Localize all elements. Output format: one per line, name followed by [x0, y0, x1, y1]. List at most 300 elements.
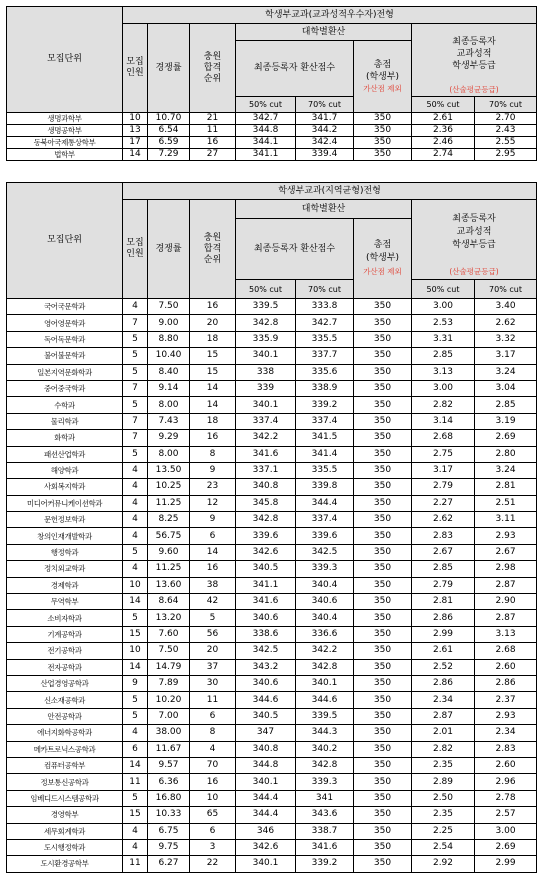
cell-cut50: 339.6: [236, 528, 296, 544]
cell-quota: 4: [123, 528, 148, 544]
table-row: [7, 125, 537, 137]
cell-total: 350: [354, 561, 412, 577]
header-final-conversion: 최종등록자 환산점수: [236, 219, 354, 280]
cell-total: 350: [354, 708, 412, 724]
cell-grade50: 2.54: [412, 839, 475, 855]
cell-cut50: 347: [236, 725, 296, 741]
cell-quota: 5: [123, 708, 148, 724]
cell-grade50: 2.92: [412, 856, 475, 872]
cell-cut70: 341.7: [296, 113, 354, 125]
cell-unit: 세무회계학과: [7, 823, 123, 839]
cell-competition: 16.80: [148, 790, 190, 806]
cell-quota: 5: [123, 331, 148, 347]
cell-grade50: 2.86: [412, 610, 475, 626]
table-row: [7, 708, 537, 724]
cell-total: 350: [354, 380, 412, 396]
header-quota: 모집 인원: [123, 24, 148, 113]
cell-rank: 23: [190, 479, 236, 495]
cell-unit: 불어불문학과: [7, 348, 123, 364]
cell-cut50: 342.5: [236, 643, 296, 659]
cell-competition: 7.43: [148, 413, 190, 429]
cell-grade50: 3.13: [412, 364, 475, 380]
cell-rank: 14: [190, 397, 236, 413]
header-grade: [412, 24, 537, 97]
cell-cut50: 340.6: [236, 610, 296, 626]
cell-cut50: 342.2: [236, 430, 296, 446]
cell-rank: 16: [190, 299, 236, 315]
table-row: [7, 610, 537, 626]
cell-unit: 생명과학부: [7, 113, 123, 125]
cell-cut50: 344.4: [236, 807, 296, 823]
cell-competition: 9.00: [148, 315, 190, 331]
cell-quota: 17: [123, 137, 148, 149]
header-unit: 모집단위: [7, 183, 123, 299]
cell-cut50: 340.8: [236, 741, 296, 757]
cell-competition: 56.75: [148, 528, 190, 544]
cell-total: 350: [354, 659, 412, 675]
cell-grade50: 2.53: [412, 315, 475, 331]
cell-rank: 20: [190, 643, 236, 659]
cell-quota: 4: [123, 479, 148, 495]
header-grade-title: 최종등록자 교과성적 학생부등급: [452, 214, 496, 250]
cell-quota: 15: [123, 626, 148, 642]
cell-competition: 14.79: [148, 659, 190, 675]
cell-grade70: 2.78: [475, 790, 537, 806]
cell-grade70: 2.43: [475, 125, 537, 137]
header-univ-conversion: 대학별환산: [236, 24, 412, 41]
cell-quota: 5: [123, 610, 148, 626]
cell-grade70: 2.51: [475, 495, 537, 511]
cell-cut50: 341.1: [236, 577, 296, 593]
header-grade-note: (산술평균등급): [449, 267, 499, 276]
table-row: [7, 774, 537, 790]
cell-competition: 10.40: [148, 348, 190, 364]
cell-cut70: 342.7: [296, 315, 354, 331]
cell-cut50: 344.8: [236, 125, 296, 137]
cell-rank: 14: [190, 380, 236, 396]
header-bonus-excluded: 가산점 제외: [363, 266, 402, 276]
cell-total: 350: [354, 790, 412, 806]
cell-unit: 생명공학부: [7, 125, 123, 137]
cell-grade50: 3.31: [412, 331, 475, 347]
cell-total: 350: [354, 462, 412, 478]
cell-rank: 5: [190, 610, 236, 626]
table-row: [7, 397, 537, 413]
cell-quota: 4: [123, 512, 148, 528]
cell-grade50: 2.83: [412, 528, 475, 544]
cell-grade70: 2.34: [475, 725, 537, 741]
cell-cut50: 340.1: [236, 397, 296, 413]
table-row: [7, 446, 537, 462]
cell-grade50: 2.25: [412, 823, 475, 839]
cell-rank: 12: [190, 495, 236, 511]
table-row: [7, 299, 537, 315]
table-row: [7, 807, 537, 823]
cell-cut50: 342.6: [236, 544, 296, 560]
cell-total: 350: [354, 594, 412, 610]
cell-cut70: 337.4: [296, 512, 354, 528]
cell-grade70: 2.86: [475, 675, 537, 691]
cell-grade70: 3.04: [475, 380, 537, 396]
cell-competition: 8.25: [148, 512, 190, 528]
cell-cut50: 344.6: [236, 692, 296, 708]
cell-rank: 6: [190, 708, 236, 724]
cell-grade70: 2.67: [475, 544, 537, 560]
cell-cut50: 340.1: [236, 348, 296, 364]
cell-grade70: 2.83: [475, 741, 537, 757]
cell-competition: 7.50: [148, 643, 190, 659]
cell-grade70: 2.60: [475, 757, 537, 773]
cell-competition: 11.25: [148, 561, 190, 577]
cell-rank: 9: [190, 462, 236, 478]
cell-grade50: 2.34: [412, 692, 475, 708]
cell-unit: 미디어커뮤니케이션학과: [7, 495, 123, 511]
cell-cut50: 341.6: [236, 594, 296, 610]
cell-grade70: 2.93: [475, 528, 537, 544]
cell-cut70: 339.3: [296, 774, 354, 790]
cell-grade50: 2.35: [412, 807, 475, 823]
cell-cut50: 346: [236, 823, 296, 839]
cell-total: 350: [354, 774, 412, 790]
table-row: [7, 462, 537, 478]
cell-quota: 10: [123, 643, 148, 659]
header-total: 총점 (학생부): [365, 59, 400, 82]
header-rank: 충원 합격 순위: [190, 24, 236, 113]
cell-grade50: 2.79: [412, 577, 475, 593]
cell-unit: 창의인재개발학과: [7, 528, 123, 544]
table-row: [7, 725, 537, 741]
cell-cut70: 339.5: [296, 708, 354, 724]
table1-body: [7, 113, 537, 161]
cell-cut50: 339.5: [236, 299, 296, 315]
table-row: [7, 659, 537, 675]
cell-competition: 7.50: [148, 299, 190, 315]
cell-rank: 9: [190, 512, 236, 528]
cell-unit: 임베디드시스템공학과: [7, 790, 123, 806]
table-title: 학생부교과(지역균형)전형: [123, 183, 537, 200]
cell-total: 350: [354, 495, 412, 511]
table-row: [7, 626, 537, 642]
cell-quota: 4: [123, 839, 148, 855]
cell-quota: 14: [123, 149, 148, 161]
cell-quota: 9: [123, 675, 148, 691]
cell-cut50: 341.6: [236, 446, 296, 462]
cell-quota: 4: [123, 823, 148, 839]
cell-cut70: 340.2: [296, 741, 354, 757]
cell-total: 350: [354, 856, 412, 872]
cell-rank: 15: [190, 364, 236, 380]
header-cut70: 70% cut: [296, 97, 354, 113]
cell-cut70: 340.1: [296, 675, 354, 691]
cell-cut70: 342.8: [296, 659, 354, 675]
cell-rank: 21: [190, 113, 236, 125]
cell-rank: 27: [190, 149, 236, 161]
cell-cut70: 337.7: [296, 348, 354, 364]
cell-rank: 16: [190, 137, 236, 149]
cell-rank: 14: [190, 544, 236, 560]
cell-competition: 9.60: [148, 544, 190, 560]
cell-grade70: 3.17: [475, 348, 537, 364]
cell-total: 350: [354, 577, 412, 593]
cell-grade70: 3.24: [475, 462, 537, 478]
cell-rank: 22: [190, 856, 236, 872]
cell-grade70: 2.60: [475, 659, 537, 675]
cell-grade70: 2.80: [475, 446, 537, 462]
cell-competition: 7.00: [148, 708, 190, 724]
cell-total: 350: [354, 125, 412, 137]
cell-cut70: 333.8: [296, 299, 354, 315]
cell-unit: 중어중국학과: [7, 380, 123, 396]
header-univ-conversion: 대학별환산: [236, 200, 412, 219]
header-unit: 모집단위: [7, 7, 123, 113]
header-cut50: 50% cut: [236, 97, 296, 113]
header-rank: 충원 합격 순위: [190, 200, 236, 299]
cell-grade70: 2.57: [475, 807, 537, 823]
cell-unit: 컴퓨터공학부: [7, 757, 123, 773]
cell-competition: 11.25: [148, 495, 190, 511]
cell-cut70: 341: [296, 790, 354, 806]
cell-grade70: 2.55: [475, 137, 537, 149]
cell-unit: 기계공학과: [7, 626, 123, 642]
header-grade-cut50: 50% cut: [412, 97, 475, 113]
cell-rank: 65: [190, 807, 236, 823]
cell-cut50: 342.6: [236, 839, 296, 855]
cell-total: 350: [354, 823, 412, 839]
cell-cut50: 340.8: [236, 479, 296, 495]
cell-rank: 16: [190, 561, 236, 577]
header-competition: 경쟁률: [148, 200, 190, 299]
cell-cut50: 340.5: [236, 561, 296, 577]
header-grade-cut70: 70% cut: [475, 97, 537, 113]
cell-grade70: 3.11: [475, 512, 537, 528]
cell-unit: 신소재공학과: [7, 692, 123, 708]
cell-grade50: 2.85: [412, 561, 475, 577]
table-row: [7, 348, 537, 364]
cell-quota: 4: [123, 299, 148, 315]
header-grade-cut50: 50% cut: [412, 280, 475, 299]
cell-grade50: 2.82: [412, 397, 475, 413]
cell-quota: 4: [123, 495, 148, 511]
cell-cut70: 342.8: [296, 757, 354, 773]
cell-cut70: 336.6: [296, 626, 354, 642]
cell-total: 350: [354, 741, 412, 757]
cell-grade70: 2.87: [475, 577, 537, 593]
cell-rank: 15: [190, 348, 236, 364]
cell-unit: 산업경영공학과: [7, 675, 123, 691]
cell-rank: 6: [190, 823, 236, 839]
cell-grade70: 2.37: [475, 692, 537, 708]
cell-competition: 13.20: [148, 610, 190, 626]
cell-quota: 4: [123, 725, 148, 741]
cell-unit: 사회복지학과: [7, 479, 123, 495]
cell-competition: 10.25: [148, 479, 190, 495]
cell-total: 350: [354, 315, 412, 331]
cell-cut50: 341.1: [236, 149, 296, 161]
cell-grade50: 2.27: [412, 495, 475, 511]
cell-quota: 4: [123, 462, 148, 478]
table-row: [7, 823, 537, 839]
cell-unit: 문헌정보학과: [7, 512, 123, 528]
cell-grade70: 2.85: [475, 397, 537, 413]
cell-total: 350: [354, 725, 412, 741]
cell-total: 350: [354, 807, 412, 823]
cell-grade70: 2.95: [475, 149, 537, 161]
cell-cut50: 339: [236, 380, 296, 396]
table-row: [7, 413, 537, 429]
table-row: [7, 137, 537, 149]
cell-cut70: 344.3: [296, 725, 354, 741]
cell-quota: 5: [123, 397, 148, 413]
cell-cut50: 344.8: [236, 757, 296, 773]
cell-grade50: 2.82: [412, 741, 475, 757]
cell-rank: 16: [190, 774, 236, 790]
cell-rank: 38: [190, 577, 236, 593]
cell-grade70: 2.69: [475, 430, 537, 446]
cell-quota: 11: [123, 774, 148, 790]
cell-cut50: 344.1: [236, 137, 296, 149]
cell-grade50: 2.46: [412, 137, 475, 149]
cell-grade70: 2.96: [475, 774, 537, 790]
cell-competition: 7.89: [148, 675, 190, 691]
cell-cut70: 339.2: [296, 397, 354, 413]
cell-quota: 7: [123, 380, 148, 396]
cell-unit: 물리학과: [7, 413, 123, 429]
cell-grade70: 3.24: [475, 364, 537, 380]
cell-cut70: 344.2: [296, 125, 354, 137]
cell-total: 350: [354, 626, 412, 642]
cell-unit: 일본지역문화학과: [7, 364, 123, 380]
cell-grade50: 2.36: [412, 125, 475, 137]
cell-unit: 도시환경공학부: [7, 856, 123, 872]
cell-cut50: 335.9: [236, 331, 296, 347]
cell-quota: 10: [123, 577, 148, 593]
table-row: [7, 643, 537, 659]
cell-total: 350: [354, 757, 412, 773]
cell-total: 350: [354, 675, 412, 691]
cell-competition: 6.27: [148, 856, 190, 872]
cell-unit: 국어국문학과: [7, 299, 123, 315]
cell-grade70: 3.40: [475, 299, 537, 315]
cell-cut70: 339.8: [296, 479, 354, 495]
cell-unit: 경영학부: [7, 807, 123, 823]
cell-rank: 6: [190, 528, 236, 544]
cell-cut50: 337.4: [236, 413, 296, 429]
cell-unit: 정치외교학과: [7, 561, 123, 577]
cell-total: 350: [354, 544, 412, 560]
table-row: [7, 113, 537, 125]
cell-rank: 20: [190, 315, 236, 331]
cell-cut50: 337.1: [236, 462, 296, 478]
cell-unit: 독어독문학과: [7, 331, 123, 347]
cell-cut70: 340.6: [296, 594, 354, 610]
header-quota: 모집 인원: [123, 200, 148, 299]
cell-grade50: 2.85: [412, 348, 475, 364]
cell-competition: 6.59: [148, 137, 190, 149]
header-cut50: 50% cut: [236, 280, 296, 299]
cell-competition: 8.40: [148, 364, 190, 380]
cell-rank: 56: [190, 626, 236, 642]
cell-unit: 에너지화학공학과: [7, 725, 123, 741]
header-final-conversion: 최종등록자 환산점수: [236, 41, 354, 97]
cell-grade50: 3.17: [412, 462, 475, 478]
header-bonus-excluded: 가산점 제외: [363, 83, 402, 93]
cell-grade50: 2.99: [412, 626, 475, 642]
cell-grade50: 2.74: [412, 149, 475, 161]
cell-cut70: 342.2: [296, 643, 354, 659]
cell-grade50: 2.75: [412, 446, 475, 462]
cell-unit: 법학부: [7, 149, 123, 161]
cell-cut50: 338.6: [236, 626, 296, 642]
table-row: [7, 741, 537, 757]
cell-competition: 9.75: [148, 839, 190, 855]
cell-quota: 15: [123, 807, 148, 823]
table-row: [7, 512, 537, 528]
cell-grade50: 2.50: [412, 790, 475, 806]
cell-cut50: 340.1: [236, 774, 296, 790]
cell-total: 350: [354, 113, 412, 125]
cell-cut70: 335.5: [296, 462, 354, 478]
cell-total: 350: [354, 643, 412, 659]
cell-cut70: 340.4: [296, 610, 354, 626]
cell-unit: 영어영문학과: [7, 315, 123, 331]
cell-unit: 정보통신공학과: [7, 774, 123, 790]
cell-cut70: 341.4: [296, 446, 354, 462]
cell-grade50: 2.35: [412, 757, 475, 773]
cell-grade50: 2.52: [412, 659, 475, 675]
cell-total: 350: [354, 430, 412, 446]
cell-competition: 9.14: [148, 380, 190, 396]
cell-unit: 메카트로닉스공학과: [7, 741, 123, 757]
cell-cut50: 342.8: [236, 512, 296, 528]
cell-grade70: 2.81: [475, 479, 537, 495]
cell-unit: 행정학과: [7, 544, 123, 560]
cell-grade50: 3.14: [412, 413, 475, 429]
cell-cut70: 335.6: [296, 364, 354, 380]
cell-total: 350: [354, 610, 412, 626]
cell-rank: 8: [190, 446, 236, 462]
table-row: [7, 430, 537, 446]
cell-rank: 18: [190, 413, 236, 429]
header-total: 총점 (학생부): [365, 239, 400, 263]
cell-competition: 7.60: [148, 626, 190, 642]
cell-competition: 8.00: [148, 397, 190, 413]
cell-unit: 경제학과: [7, 577, 123, 593]
cell-grade70: 2.69: [475, 839, 537, 855]
cell-cut50: 343.2: [236, 659, 296, 675]
cell-rank: 70: [190, 757, 236, 773]
cell-unit: 패션산업학과: [7, 446, 123, 462]
cell-competition: 8.80: [148, 331, 190, 347]
table-title: 학생부교과(교과성적우수자)전형: [123, 7, 537, 24]
cell-total: 350: [354, 137, 412, 149]
cell-total: 350: [354, 512, 412, 528]
cell-grade50: 2.61: [412, 113, 475, 125]
cell-competition: 6.75: [148, 823, 190, 839]
cell-total: 350: [354, 149, 412, 161]
cell-competition: 10.33: [148, 807, 190, 823]
cell-total: 350: [354, 397, 412, 413]
cell-quota: 5: [123, 348, 148, 364]
cell-competition: 8.64: [148, 594, 190, 610]
cell-unit: 무역학부: [7, 594, 123, 610]
table-row: [7, 528, 537, 544]
cell-cut70: 343.6: [296, 807, 354, 823]
cell-grade70: 2.99: [475, 856, 537, 872]
cell-quota: 5: [123, 790, 148, 806]
cell-grade50: 2.79: [412, 479, 475, 495]
cell-total: 350: [354, 692, 412, 708]
cell-competition: 6.54: [148, 125, 190, 137]
